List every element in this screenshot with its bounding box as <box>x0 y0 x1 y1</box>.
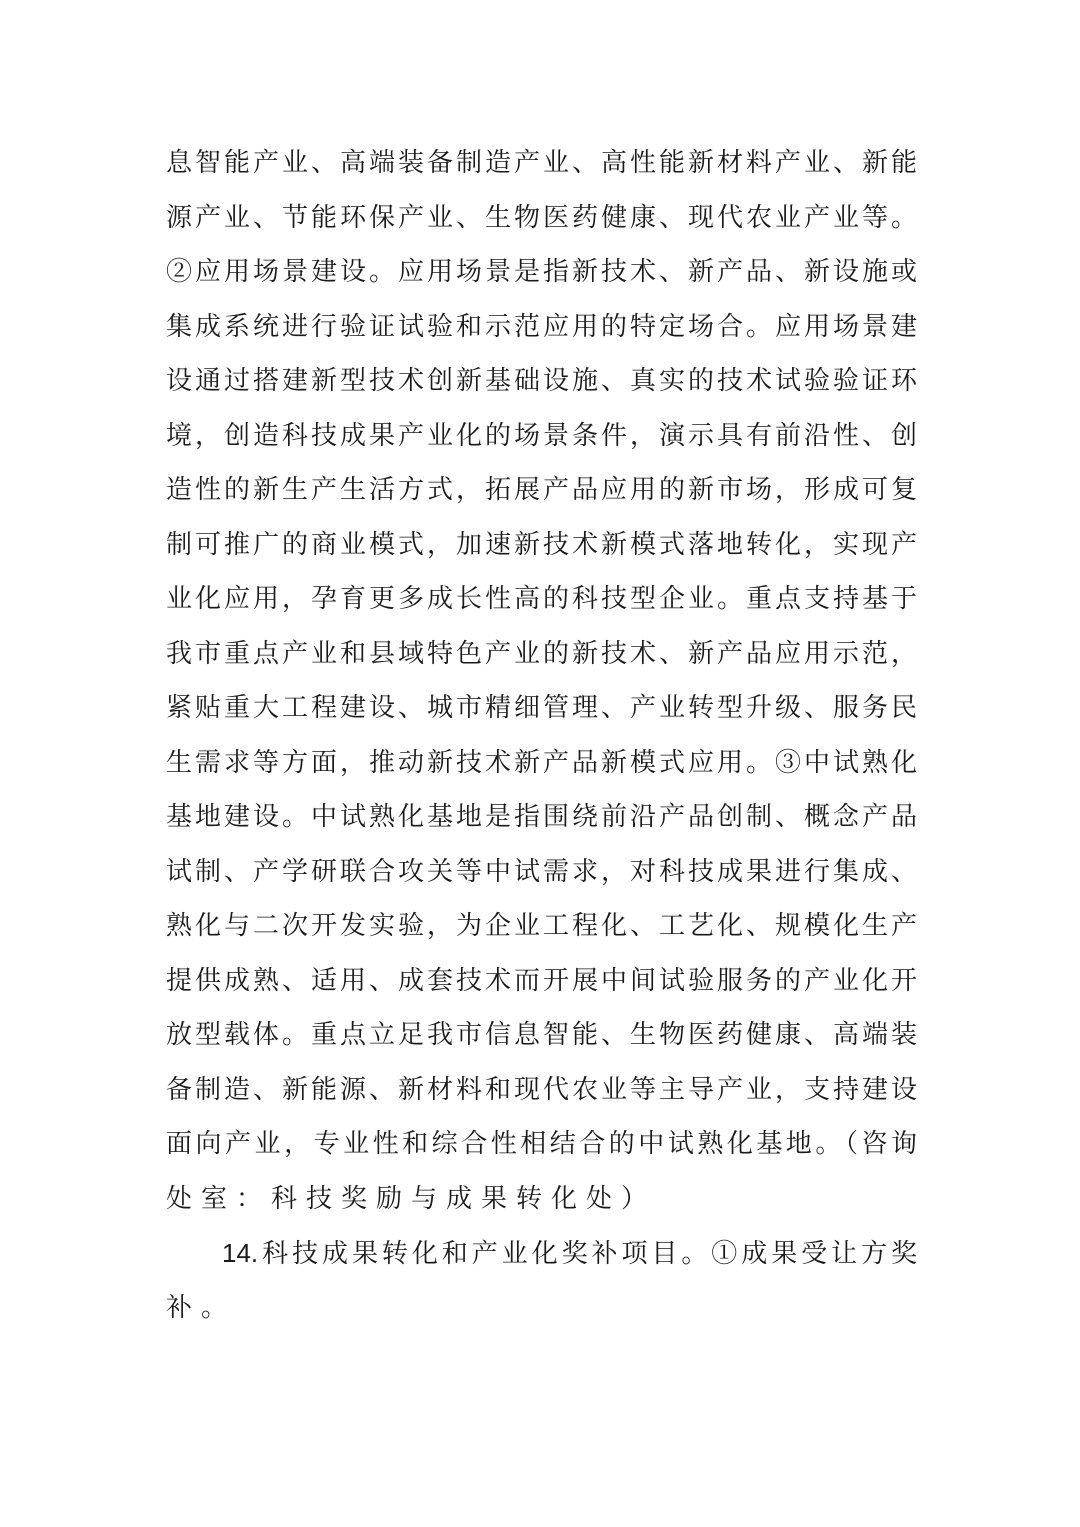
paragraph-line: 放型载体。重点立足我市信息智能、生物医药健康、高端装 <box>166 1020 917 1050</box>
paragraph-line: 制可推广的商业模式，加速新技术新模式落地转化，实现产 <box>166 529 917 560</box>
item-heading-text: 科技成果转化和产业化奖补项目。①成果受让方奖 <box>258 1239 917 1269</box>
item-14-heading <box>166 1226 917 1281</box>
paragraph-line: 业化应用，孕育更多成长性高的科技型企业。重点支持基于 <box>166 584 917 614</box>
document-page <box>166 136 917 1335</box>
item-14-heading-continuation: 补。 <box>166 1292 237 1323</box>
item-number: 14. <box>222 1238 259 1268</box>
paragraph-line: 基地建设。中试熟化基地是指围绕前沿产品创制、概念产品 <box>166 802 917 832</box>
paragraph-line: 源产业、节能环保产业、生物医药健康、现代农业产业等。 <box>166 202 917 233</box>
paragraph-line: 紧贴重大工程建设、城市精细管理、产业转型升级、服务民 <box>166 693 917 723</box>
paragraph-line: 备制造、新能源、新材料和现代农业等主导产业，支持建设 <box>166 1074 917 1105</box>
paragraph-line: 我市重点产业和县域特色产业的新技术、新产品应用示范， <box>166 638 917 669</box>
paragraph-line: 境，创造科技成果产业化的场景条件，演示具有前沿性、创 <box>166 420 917 451</box>
paragraph-line: 造性的新生产生活方式，拓展产品应用的新市场，形成可复 <box>166 475 917 505</box>
paragraph-line: 处室：科技奖励与成果转化处） <box>166 1183 657 1214</box>
paragraph-line: ②应用场景建设。应用场景是指新技术、新产品、新设施或 <box>166 257 917 287</box>
body-paragraph <box>166 136 917 1226</box>
paragraph-line: 设通过搭建新型技术创新基础设施、真实的技术试验验证环 <box>166 366 917 396</box>
paragraph-line: 提供成熟、适用、成套技术而开展中间试验服务的产业化开 <box>166 965 917 996</box>
paragraph-line: 集成系统进行验证试验和示范应用的特定场合。应用场景建 <box>166 311 917 342</box>
paragraph-line: 试制、产学研联合攻关等中试需求，对科技成果进行集成、 <box>166 856 917 887</box>
paragraph-line: 面向产业，专业性和综合性相结合的中试熟化基地。（咨询 <box>166 1129 917 1159</box>
paragraph-line: 息智能产业、高端装备制造产业、高性能新材料产业、新能 <box>166 148 917 178</box>
paragraph-line: 生需求等方面，推动新技术新产品新模式应用。③中试熟化 <box>166 747 917 778</box>
paragraph-line: 熟化与二次开发实验，为企业工程化、工艺化、规模化生产 <box>166 911 917 941</box>
